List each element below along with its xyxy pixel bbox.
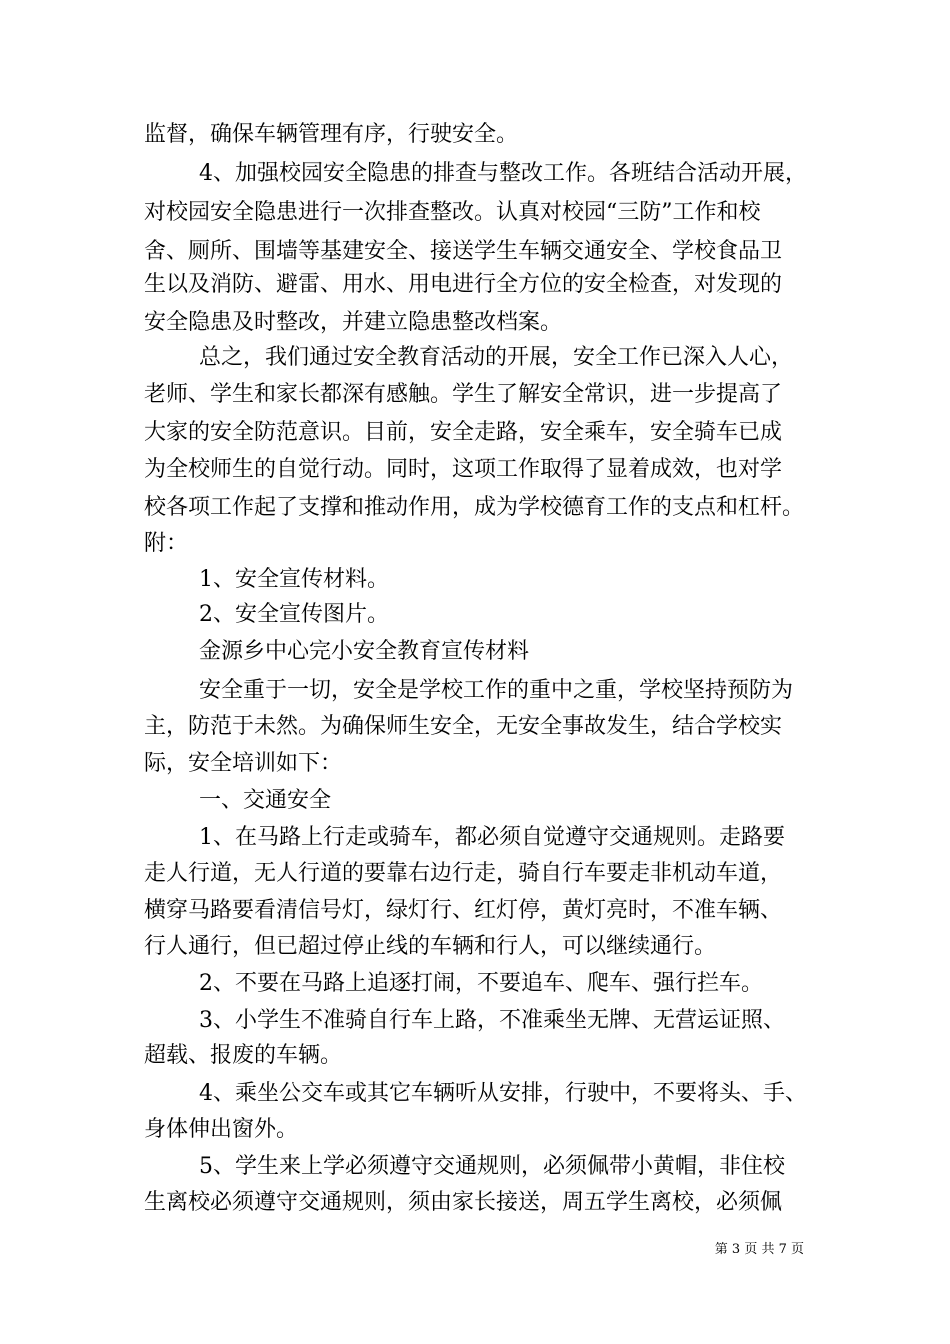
text-line: 大家的安全防范意识。目前，安全走路，安全乘车，安全骑车已成 <box>144 420 783 445</box>
text-line: 对校园安全隐患进行一次排查整改。认真对校园“三防”工作和校 <box>144 200 761 225</box>
text-line: 校各项工作起了支撑和推动作用，成为学校德育工作的支点和杠杆。 <box>144 495 805 520</box>
text-line: 安全重于一切，安全是学校工作的重中之重，学校坚持预防为 <box>199 678 794 703</box>
text-line: 5、学生来上学必须遵守交通规则，必须佩带小黄帽，非住校 <box>199 1154 785 1179</box>
text-line: 为全校师生的自觉行动。同时，这项工作取得了显着成效，也对学 <box>144 457 783 482</box>
page-number-footer: 第 3 页 共 7 页 <box>714 1242 804 1257</box>
text-line: 主，防范于未然。为确保师生安全，无安全事故发生，结合学校实 <box>144 714 783 739</box>
text-line: 2、安全宣传图片。 <box>199 602 389 627</box>
text-line: 安全隐患及时整改，并建立隐患整改档案。 <box>144 310 563 335</box>
text-line: 金源乡中心完小安全教育宣传材料 <box>199 639 530 664</box>
text-line: 生以及消防、避雷、用水、用电进行全方位的安全检查，对发现的 <box>144 272 783 297</box>
text-line: 走人行道，无人行道的要靠右边行走，骑自行车要走非机动车道， <box>144 861 783 886</box>
text-line: 监督，确保车辆管理有序，行驶安全。 <box>144 122 519 147</box>
text-line: 生离校必须遵守交通规则，须由家长接送，周五学生离校，必须佩 <box>144 1190 783 1215</box>
text-line: 2、不要在马路上追逐打闹，不要追车、爬车、强行拦车。 <box>199 971 763 996</box>
text-line: 际，安全培训如下： <box>144 751 343 776</box>
text-line: 老师、学生和家长都深有感触。学生了解安全常识，进一步提高了 <box>144 382 783 407</box>
text-line: 1、在马路上行走或骑车，都必须自觉遵守交通规则。走路要 <box>199 825 785 850</box>
text-line: 4、乘坐公交车或其它车辆听从安排，行驶中，不要将头、手、 <box>199 1081 807 1106</box>
text-line: 3、小学生不准骑自行车上路，不准乘坐无牌、无营运证照、 <box>199 1008 785 1033</box>
text-line: 身体伸出窗外。 <box>144 1117 299 1142</box>
text-line: 行人通行，但已超过停止线的车辆和行人，可以继续通行。 <box>144 934 717 959</box>
text-line: 超载、报废的车辆。 <box>144 1043 343 1068</box>
text-line: 横穿马路要看清信号灯，绿灯行、红灯停，黄灯亮时，不准车辆、 <box>144 898 783 923</box>
text-line: 1、安全宣传材料。 <box>199 567 389 592</box>
text-line: 4、加强校园安全隐患的排查与整改工作。各班结合活动开展， <box>199 161 807 186</box>
text-line: 附： <box>144 531 189 556</box>
text-line: 总之，我们通过安全教育活动的开展，安全工作已深入人心， <box>199 345 794 370</box>
text-line: 舍、厕所、围墙等基建安全、接送学生车辆交通安全、学校食品卫 <box>144 239 783 264</box>
text-line: 一、交通安全 <box>199 788 332 813</box>
